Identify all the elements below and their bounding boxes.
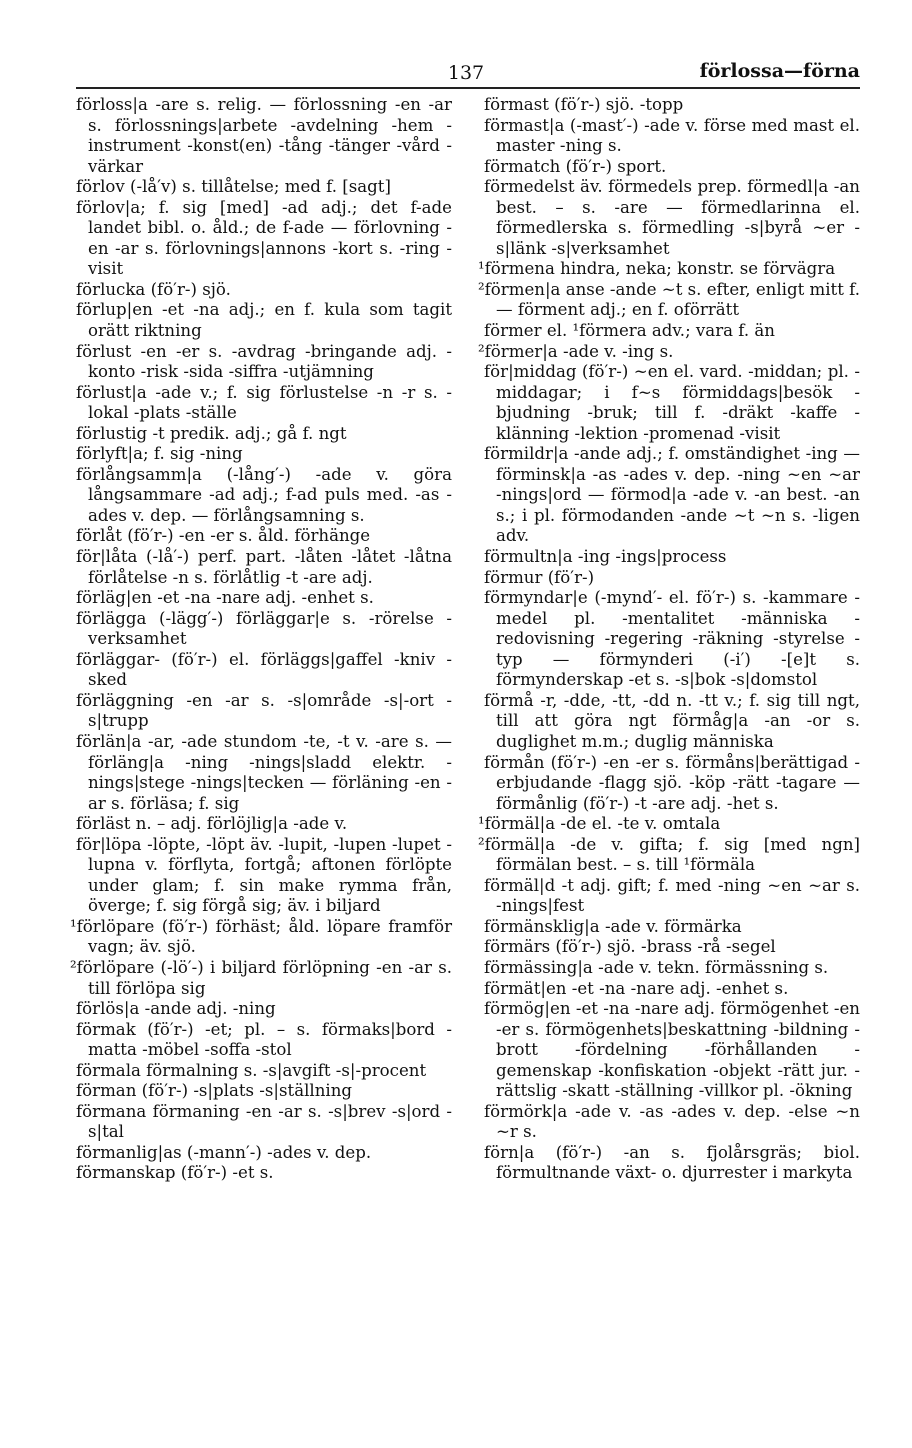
left-column xyxy=(70,95,452,1184)
dictionary-entry: förmur (fö′r-) xyxy=(484,567,595,587)
dictionary-entry: ²förmer|a -ade v. -ing s. xyxy=(478,341,674,361)
dictionary-entry: förlustig -t predik. adj.; gå f. ngt xyxy=(76,423,347,443)
dictionary-entry: ¹förmena hindra, neka; konstr. se förvägra xyxy=(478,259,836,279)
dictionary-entry: förmultn|a -ing -ings|process xyxy=(484,547,727,567)
dictionary-entry: förmer el. ¹förmera adv.; vara f. än xyxy=(484,321,775,341)
dictionary-entry: förläggar- (fö′r-) el. förläggs|gaffel -kniv -sked xyxy=(76,649,452,690)
dictionary-entry: förmanskap (fö′r-) -et s. xyxy=(76,1163,274,1183)
dictionary-entry: förläggning -en -ar s. -s|område -s|-ort -s|trupp xyxy=(76,690,452,731)
dictionary-entry: förn|a (fö′r-) -an s. fjolårsgräs; biol. förmultnande växt- o. djurrester i markyta xyxy=(484,1142,860,1183)
dictionary-entry: förmatch (fö′r-) sport. xyxy=(484,156,667,176)
dictionary-entry: förlän|a -ar, -ade stundom -te, -t v. -are s. — förläng|a -ning -nings|sladd elektr. -nings|stege -nings|tecken — förläning -en -ar s. förläsa; f. sig xyxy=(76,731,452,813)
dictionary-entry: förlös|a -ande adj. -ning xyxy=(76,999,276,1019)
page-number: 137 xyxy=(447,62,485,84)
dictionary-entry: förlångsamm|a (-lång′-) -ade v. göra långsammare -ad adj.; f-ad puls med. -as -ades v. dep. — förlångsamning s. xyxy=(76,464,452,525)
dictionary-entry: förmörk|a -ade v. -as -ades v. dep. -else ~n ~r s. xyxy=(484,1101,860,1142)
dictionary-entry: ²förlöpare (-lö′-) i biljard förlöpning -en -ar s. till förlöpa sig xyxy=(70,957,452,998)
dictionary-entry: förmak (fö′r-) -et; pl. – s. förmaks|bord -matta -möbel -soffa -stol xyxy=(76,1019,452,1060)
dictionary-entry: förmildr|a -ande adj.; f. omständighet -ing — förminsk|a -as -ades v. dep. -ning ~en ~ar -nings|ord — förmod|a -ade v. -an best. -an s.; i pl. förmodanden -ande ~t ~n s. -ligen adv. xyxy=(484,444,860,546)
dictionary-entry: ¹förlöpare (fö′r-) förhäst; åld. löpare framför vagn; äv. sjö. xyxy=(70,916,452,957)
dictionary-entry: för|löpa -löpte, -löpt äv. -lupit, -lupen -lupet -lupna v. förflyta, fortgå; aftonen förlöpte under glam; f. sin make rymma från, överge; f. sig förgå sig; äv. i biljard xyxy=(76,834,452,916)
dictionary-entry: förmyndar|e (-mynd′- el. fö′r-) s. -kammare -medel pl. -mentalitet -människa -redovisning -regering -räkning -styrelse -typ — förmynderi (-i′) -[e]t s. förmynderskap -et s. -s|bok -s|domstol xyxy=(484,588,860,690)
dictionary-entry: förlup|en -et -na adj.; en f. kula som tagit orätt riktning xyxy=(76,300,452,341)
dictionary-entry: förlov (-lå′v) s. tillåtelse; med f. [sagt] xyxy=(76,177,391,197)
running-head: förlossa—förna xyxy=(699,60,860,82)
dictionary-entry: förmänsklig|a -ade v. förmärka xyxy=(484,916,742,936)
dictionary-entry: förmala förmalning s. -s|avgift -s|-procent xyxy=(76,1060,427,1080)
dictionary-entry: förläg|en -et -na -nare adj. -enhet s. xyxy=(76,588,374,608)
dictionary-entry: förlucka (fö′r-) sjö. xyxy=(76,279,231,299)
dictionary-entry: förmanlig|as (-mann′-) -ades v. dep. xyxy=(76,1142,372,1162)
dictionary-entry: förman (fö′r-) -s|plats -s|ställning xyxy=(76,1081,353,1101)
dictionary-entry: förmät|en -et -na -nare adj. -enhet s. xyxy=(484,978,789,998)
dictionary-entry: förmast (fö′r-) sjö. -topp xyxy=(484,95,684,114)
dictionary-entry: förlyft|a; f. sig -ning xyxy=(76,444,243,464)
dictionary-entry: för|middag (fö′r-) ~en el. vard. -middan; pl. -middagar; i f~s förmiddags|besök -bjudning -bruk; till f. -dräkt -kaffe -klänning -lektion -promenad -visit xyxy=(484,362,860,443)
dictionary-entry: förlust|a -ade v.; f. sig förlustelse -n -r s. -lokal -plats -ställe xyxy=(76,382,452,423)
dictionary-entry: förloss|a -are s. relig. — förlossning -en -ar s. förlossnings|arbete -avdelning -hem -instrument -konst(en) -tång -tänger -vård -värkar xyxy=(76,95,452,176)
dictionary-entry: förmån (fö′r-) -en -er s. förmåns|berättigad -erbjudande -flagg sjö. -köp -rätt -tagare — förmånlig (fö′r-) -t -are adj. -het s. xyxy=(484,752,860,813)
dictionary-entry: förmässing|a -ade v. tekn. förmässning s. xyxy=(484,957,829,977)
dictionary-entry: förlust -en -er s. -avdrag -bringande adj. -konto -risk -sida -siffra -utjämning xyxy=(76,341,452,382)
dictionary-entry: förmedelst äv. förmedels prep. förmedl|a -an best. – s. -are — förmedlarinna el. förmedlerska s. förmedling -s|byrå ~er -s|länk -s|verksamhet xyxy=(484,177,860,258)
dictionary-entry: ²förmen|a anse -ande ~t s. efter, enligt mitt f. — förment adj.; en f. oförrätt xyxy=(478,279,860,320)
header-rule xyxy=(76,87,860,89)
dictionary-entry: förmå -r, -dde, -tt, -dd n. -tt v.; f. sig till ngt, till att göra ngt förmåg|a -an -or s. duglighet m.m.; duglig människa xyxy=(484,690,860,751)
dictionary-entry: ¹förmäl|a -de el. -te v. omtala xyxy=(478,814,721,834)
dictionary-entry: förmög|en -et -na -nare adj. förmögenhet -en -er s. förmögenhets|beskattning -bildning -brott -fördelning -förhållanden -gemenskap -konfiskation -objekt -rätt jur. -rättslig -skatt -ställning -villkor pl. -ökning xyxy=(484,999,860,1101)
dictionary-entry: förmast|a (-mast′-) -ade v. förse med mast el. master -ning s. xyxy=(484,115,860,156)
dictionary-entry: förlägga (-lägg′-) förläggar|e s. -rörelse -verksamhet xyxy=(76,608,452,649)
dictionary-entry: förlåt (fö′r-) -en -er s. åld. förhänge xyxy=(76,526,371,546)
dictionary-entry: ²förmäl|a -de v. gifta; f. sig [med ngn] förmälan best. – s. till ¹förmäla xyxy=(478,834,860,875)
dictionary-entry: förmäl|d -t adj. gift; f. med -ning ~en ~ar s. -nings|fest xyxy=(484,875,860,916)
dictionary-entry: förläst n. – adj. förlöjlig|a -ade v. xyxy=(76,814,348,834)
dictionary-entry: förlov|a; f. sig [med] -ad adj.; det f-ade landet bibl. o. åld.; de f-ade — förlovning -en -ar s. förlovnings|annons -kort s. -ring -visit xyxy=(76,197,452,279)
dictionary-entry: förmärs (fö′r-) sjö. -brass -rå -segel xyxy=(484,937,776,957)
dictionary-entry: förmana förmaning -en -ar s. -s|brev -s|ord -s|tal xyxy=(76,1101,452,1142)
right-column xyxy=(478,95,860,1184)
dictionary-entry: för|låta (-lå′-) perf. part. -låten -låtet -låtna förlåtelse -n s. förlåtlig -t -are adj. xyxy=(76,547,452,587)
